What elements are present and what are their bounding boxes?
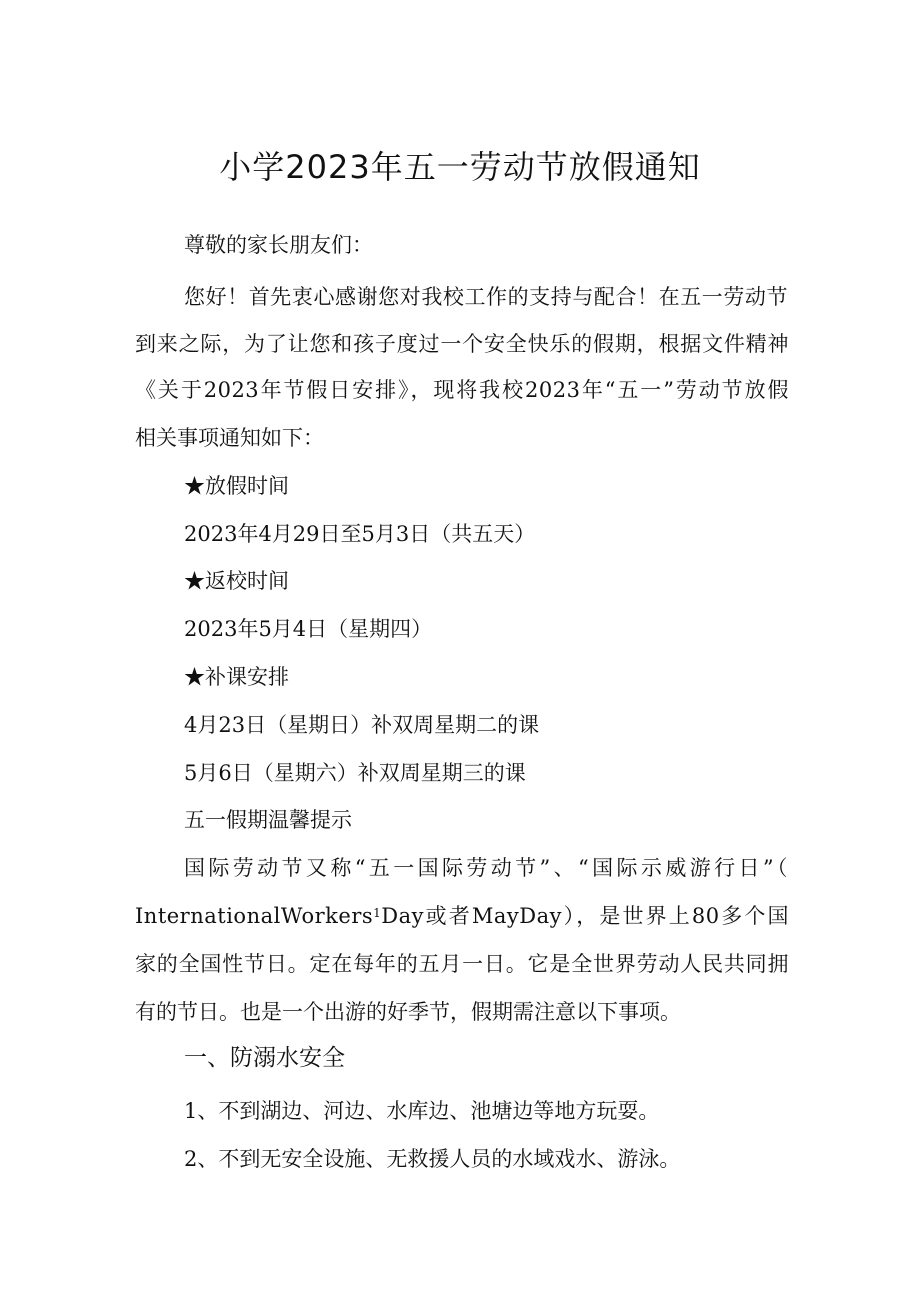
makeup-heading: ★补课安排 — [184, 665, 289, 689]
intro-line-3: 《关于2023年节假日安排》，现将我校2023年“五一”劳动节放假 — [135, 378, 789, 402]
section-item-1: 1、不到湖边、河边、水库边、池塘边等地方玩耍。 — [184, 1099, 660, 1123]
labor-day-line-2 — [135, 900, 789, 932]
labor-day-text-b: Day或者MayDay），是世界上80多个国 — [381, 904, 789, 928]
intro-line-2: 到来之际，为了让您和孩子度过一个安全快乐的假期，根据文件精神 — [135, 332, 789, 356]
return-date: 2023年5月4日（星期四） — [184, 617, 433, 641]
footnote-marker: 1 — [373, 906, 382, 920]
section-heading-drowning: 一、防溺水安全 — [184, 1045, 345, 1071]
tips-title: 五一假期温馨提示 — [184, 808, 352, 832]
labor-day-line-1: 国际劳动节又称“五一国际劳动节”、“国际示威游行日”（ — [184, 856, 788, 880]
holiday-heading: ★放假时间 — [184, 474, 289, 498]
holiday-dates: 2023年4月29日至5月3日（共五天） — [184, 522, 536, 546]
return-heading: ★返校时间 — [184, 569, 289, 593]
page-title: 小学2023年五一劳动节放假通知 — [219, 148, 701, 186]
section-item-2: 2、不到无安全设施、无救援人员的水域戏水、游泳。 — [184, 1147, 681, 1171]
intro-line-4: 相关事项通知如下： — [135, 426, 324, 450]
makeup-item-1: 4月23日（星期日）补双周星期二的课 — [184, 713, 540, 737]
labor-day-text-a: InternationalWorkers — [135, 904, 374, 928]
greeting: 尊敬的家长朋友们： — [184, 233, 373, 257]
labor-day-line-3: 家的全国性节日。定在每年的五月一日。它是全世界劳动人民共同拥 — [135, 952, 789, 976]
intro-line-1: 您好！首先衷心感谢您对我校工作的支持与配合！在五一劳动节 — [184, 285, 788, 309]
makeup-item-2: 5月6日（星期六）补双周星期三的课 — [184, 761, 526, 785]
labor-day-line-4: 有的节日。也是一个出游的好季节，假期需注意以下事项。 — [135, 1000, 681, 1024]
